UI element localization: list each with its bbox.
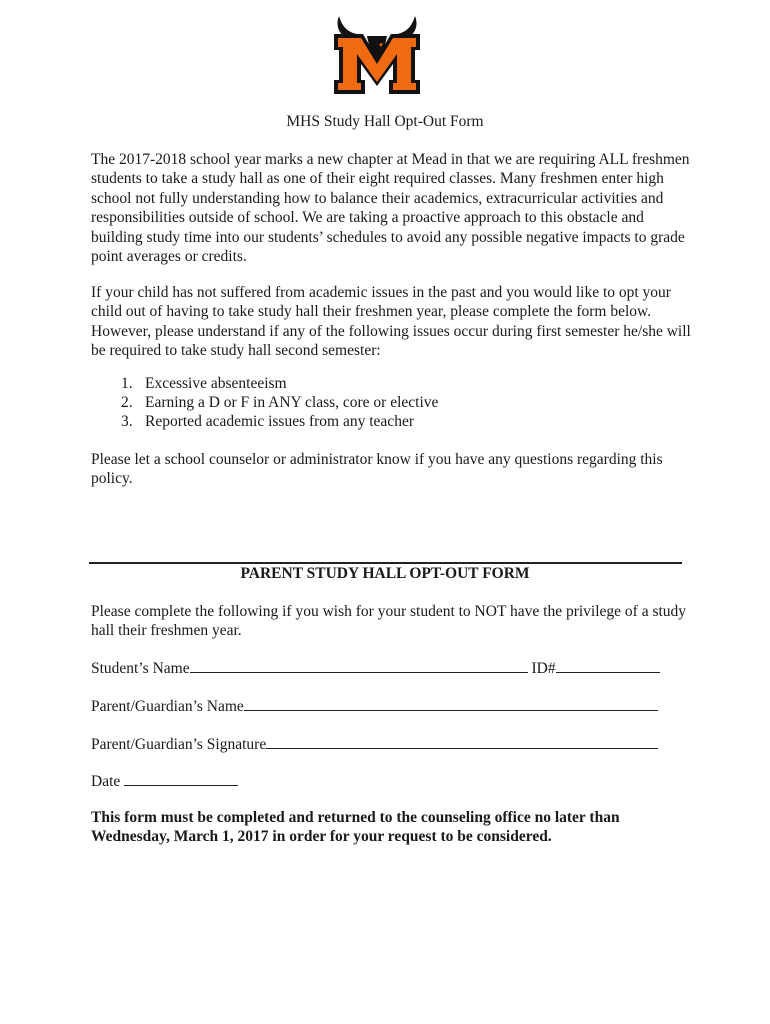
parent-signature-row xyxy=(91,733,658,754)
student-name-field[interactable] xyxy=(190,657,528,673)
list-item: 2. Earning a D or F in ANY class, core or elective xyxy=(121,394,439,412)
date-row xyxy=(91,770,238,791)
id-field[interactable] xyxy=(556,657,660,673)
parent-signature-label: Parent/Guardian’s Signature xyxy=(91,736,267,753)
student-name-row xyxy=(91,657,660,678)
form-instructions: Please complete the following if you wish for your student to NOT have the privilege of a study hall their freshmen year. xyxy=(91,603,687,640)
parent-name-label: Parent/Guardian’s Name xyxy=(91,698,244,715)
section-divider xyxy=(89,562,682,564)
list-item: 1. Excessive absenteeism xyxy=(121,375,287,392)
parent-name-field[interactable] xyxy=(244,695,658,711)
form-title: PARENT STUDY HALL OPT-OUT FORM xyxy=(240,565,530,582)
date-label: Date xyxy=(91,773,121,790)
parent-name-row xyxy=(91,695,658,716)
list-item: 3. Reported academic issues from any teacher xyxy=(121,413,414,431)
page-title: MHS Study Hall Opt-Out Form xyxy=(286,113,484,130)
intro-paragraph: The 2017-2018 school year marks a new chapter at Mead in that we are requiring ALL freshmen students to take a study hall as one of their eight required classes. Many freshmen enter high school not fully understanding how to balance their academics, extracurricular activities and responsibilities outside of school. We are taking a proactive approach to this obstacle and building study time into our students’ schedules to avoid any possible negative impacts to grade point averages or credits. xyxy=(91,151,690,266)
questions-paragraph: Please let a school counselor or administrator know if you have any questions regarding this policy. xyxy=(91,451,663,488)
student-name-label: Student’s Name xyxy=(91,660,190,677)
id-label: ID# xyxy=(531,660,556,677)
opt-out-paragraph: If your child has not suffered from academic issues in the past and you would like to opt your child out of having to take study hall their freshmen year, please complete the form below. However, please understand if any of the following issues occur during first semester he/she will be required to take study hall second semester: xyxy=(91,284,691,360)
issues-list xyxy=(121,374,438,432)
date-field[interactable] xyxy=(124,770,238,786)
deadline-notice: This form must be completed and returned to the counseling office no later than Wednesday, March 1, 2017 in order for your request to be considered. xyxy=(91,809,620,846)
parent-signature-field[interactable] xyxy=(266,733,658,749)
mead-logo xyxy=(333,14,421,96)
